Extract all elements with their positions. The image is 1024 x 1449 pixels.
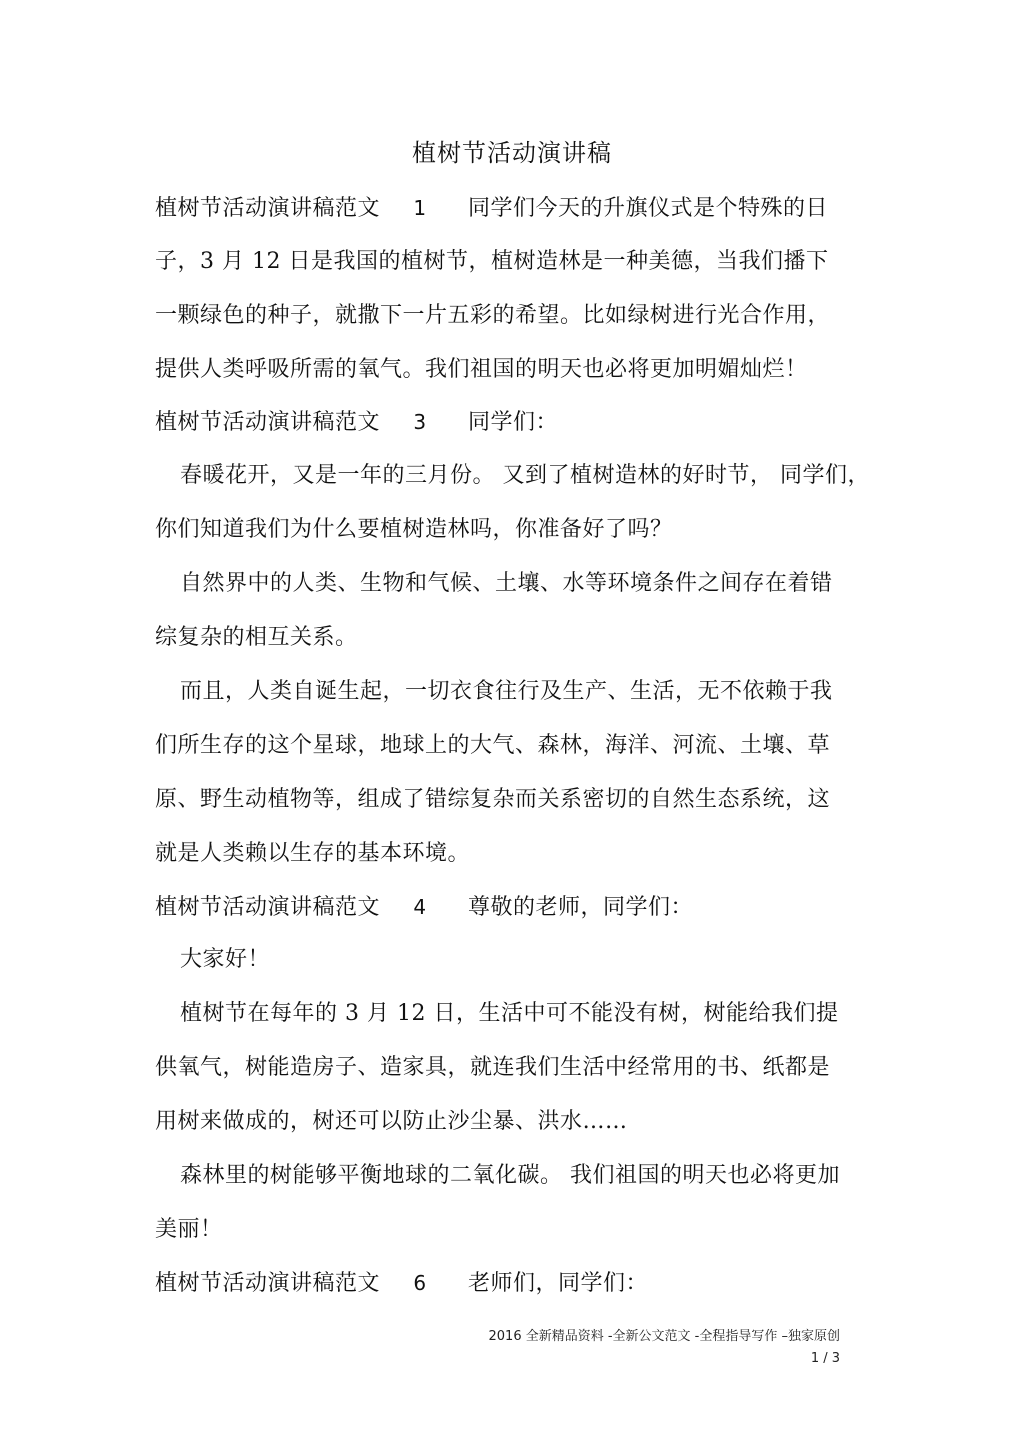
paragraph-line: 原、野生动植物等，组成了错综复杂而关系密切的自然生态系统，这 xyxy=(155,787,831,812)
section-label: 植树节活动演讲稿范文 xyxy=(155,196,381,221)
paragraph-line: 子，3 月 12 日是我国的植树节，植树造林是一种美德，当我们播下 xyxy=(155,249,829,274)
page-number: 1 / 3 xyxy=(810,1351,840,1366)
section-heading-1 xyxy=(155,193,875,224)
section-intro: 老师们，同学们： xyxy=(468,1271,649,1296)
page-footer: 2016 全新精品资料 -全新公文范文 -全程指导写作 –独家原创 xyxy=(488,1329,840,1344)
paragraph-line: 供氧气，树能造房子、造家具，就连我们生活中经常用的书、纸都是 xyxy=(155,1055,831,1080)
section-heading-6 xyxy=(155,1268,875,1299)
paragraph-line: 用树来做成的，树还可以防止沙尘暴、洪水…… xyxy=(155,1109,628,1134)
section-number: 4 xyxy=(413,895,427,919)
section-number: 6 xyxy=(413,1271,427,1295)
paragraph-line: 一颗绿色的种子，就撒下一片五彩的希望。比如绿树进行光合作用， xyxy=(155,303,831,328)
paragraph-line: 而且，人类自诞生起，一切衣食往行及生产、生活，无不依赖于我 xyxy=(180,679,833,704)
paragraph-line: 综复杂的相互关系。 xyxy=(155,625,358,650)
paragraph-line: 植树节在每年的 3 月 12 日，生活中可不能没有树，树能给我们提 xyxy=(180,1001,839,1026)
section-label: 植树节活动演讲稿范文 xyxy=(155,1271,381,1296)
section-intro: 尊敬的老师，同学们： xyxy=(468,895,694,920)
paragraph-line: 美丽！ xyxy=(155,1217,223,1242)
paragraph-line: 提供人类呼吸所需的氧气。我们祖国的明天也必将更加明媚灿烂！ xyxy=(155,357,808,382)
paragraph-line: 就是人类赖以生存的基本环境。 xyxy=(155,841,471,866)
page-title: 植树节活动演讲稿 xyxy=(412,139,612,167)
section-heading-4 xyxy=(155,892,875,923)
section-label: 植树节活动演讲稿范文 xyxy=(155,895,381,920)
section-label: 植树节活动演讲稿范文 xyxy=(155,410,381,435)
paragraph-line: 大家好！ xyxy=(180,947,271,972)
paragraph-line: 你们知道我们为什么要植树造林吗，你准备好了吗？ xyxy=(155,517,673,542)
paragraph-line: 春暖花开，又是一年的三月份。 又到了植树造林的好时节， 同学们， xyxy=(180,463,870,488)
section-heading-3 xyxy=(155,407,875,438)
section-intro: 同学们： xyxy=(468,410,559,435)
section-intro: 同学们今天的升旗仪式是个特殊的日 xyxy=(468,196,829,221)
paragraph-line: 自然界中的人类、生物和气候、土壤、水等环境条件之间存在着错 xyxy=(180,571,833,596)
section-number: 3 xyxy=(413,410,427,434)
section-number: 1 xyxy=(413,196,427,220)
paragraph-line: 森林里的树能够平衡地球的二氧化碳。 我们祖国的明天也必将更加 xyxy=(180,1163,840,1188)
paragraph-line: 们所生存的这个星球，地球上的大气、森林，海洋、河流、土壤、草 xyxy=(155,733,831,758)
